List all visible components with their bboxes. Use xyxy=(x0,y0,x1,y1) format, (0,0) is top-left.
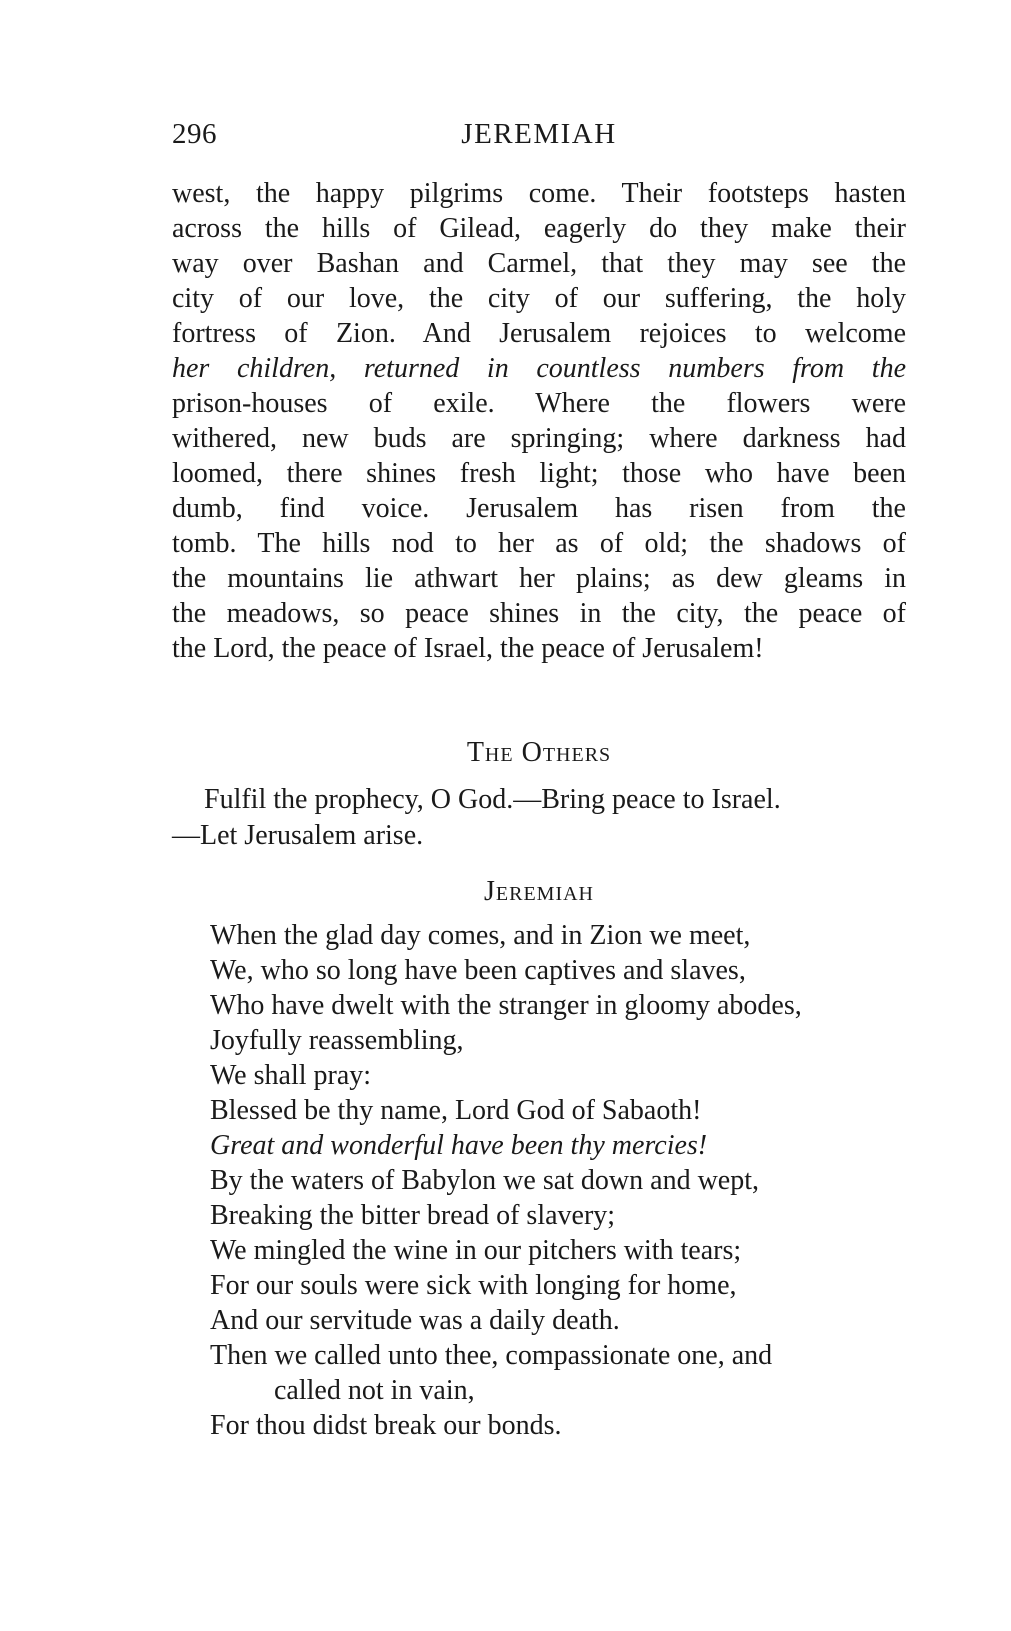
verse-line: We shall pray: xyxy=(210,1060,372,1091)
prose-line: the meadows, so peace shines in the city, the peace of xyxy=(172,598,906,629)
verse-line-continuation: called not in vain, xyxy=(274,1375,475,1406)
verse-line: We, who so long have been captives and slaves, xyxy=(210,955,746,986)
response-line: —Let Jerusalem arise. xyxy=(172,820,424,851)
verse-line: When the glad day comes, and in Zion we meet, xyxy=(210,920,751,951)
verse-line: Blessed be thy name, Lord God of Sabaoth! xyxy=(210,1095,702,1126)
verse-line: Who have dwelt with the stranger in gloomy abodes, xyxy=(210,990,802,1021)
prose-line: across the hills of Gilead, eagerly do they make their xyxy=(172,213,906,244)
prose-paragraph xyxy=(172,176,906,666)
running-head xyxy=(172,118,906,158)
verse-line: For our souls were sick with longing for home, xyxy=(210,1270,737,1301)
verse-line: Joyfully reassembling, xyxy=(210,1025,464,1056)
prose-line: fortress of Zion. And Jerusalem rejoices to welcome xyxy=(172,318,906,349)
prose-line: dumb, find voice. Jerusalem has risen from the xyxy=(172,493,906,524)
response-line: Fulfil the prophecy, O God.—Bring peace to Israel. xyxy=(204,784,781,815)
verse-line: And our servitude was a daily death. xyxy=(210,1305,620,1336)
verse-line: Then we called unto thee, compassionate one, and xyxy=(210,1340,773,1371)
prose-line: loomed, there shines fresh light; those who have been xyxy=(172,458,906,489)
prose-line: her children, returned in countless numbers from the xyxy=(172,353,906,384)
page-number: 296 xyxy=(172,118,217,150)
running-title: JEREMIAH xyxy=(461,118,617,150)
prose-line: the Lord, the peace of Israel, the peace of Jerusalem! xyxy=(172,633,764,664)
speaker-heading-jeremiah: Jeremiah xyxy=(484,876,594,907)
verse-line: Breaking the bitter bread of slavery; xyxy=(210,1200,616,1231)
verse-line: Great and wonderful have been thy mercies! xyxy=(210,1130,708,1161)
prose-line: withered, new buds are springing; where darkness had xyxy=(172,423,906,454)
verse-line: By the waters of Babylon we sat down and wept, xyxy=(210,1165,759,1196)
prose-line: west, the happy pilgrims come. Their footsteps hasten xyxy=(172,178,906,209)
verse-line: We mingled the wine in our pitchers with tears; xyxy=(210,1235,742,1266)
prose-line: the mountains lie athwart her plains; as dew gleams in xyxy=(172,563,906,594)
verse-line: For thou didst break our bonds. xyxy=(210,1410,562,1441)
prose-line: city of our love, the city of our suffering, the holy xyxy=(172,283,906,314)
speaker-heading-others: The Others xyxy=(466,737,612,768)
verse-block xyxy=(210,918,910,1443)
others-response xyxy=(172,782,906,854)
prose-line: prison-houses of exile. Where the flowers were xyxy=(172,388,906,419)
prose-line: tomb. The hills nod to her as of old; the shadows of xyxy=(172,528,906,559)
prose-line: way over Bashan and Carmel, that they may see the xyxy=(172,248,906,279)
